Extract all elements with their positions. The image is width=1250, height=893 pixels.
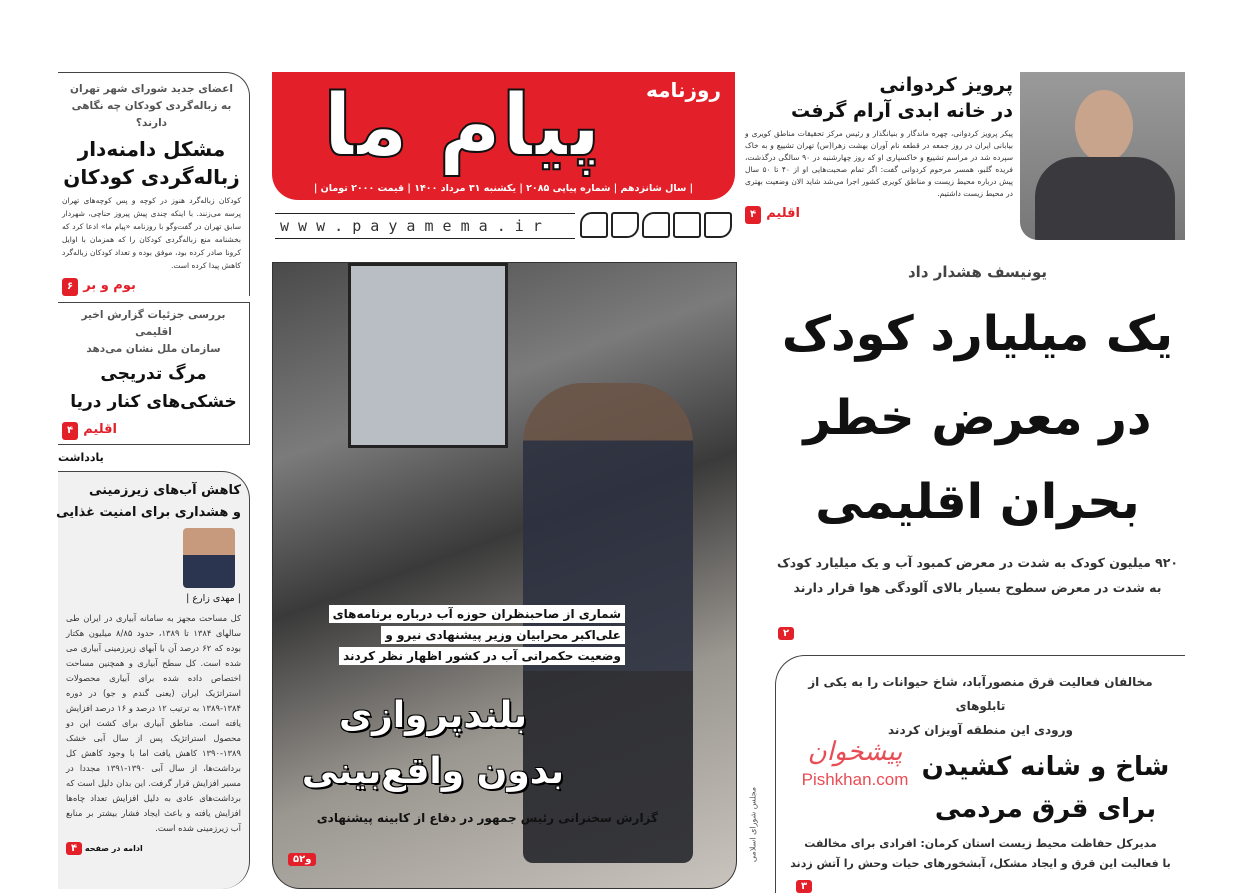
kordvani-photo (1020, 72, 1185, 240)
left-story-1[interactable]: اعضای جدید شورای شهر تهران به زباله‌گردی کودکان چه نگاهی دارند؟ مشکل دامنه‌دار زباله‌گردی کودکان کودکان زباله‌گرد هنوز در کوچه و پس کوچه‌های تهران پرسه می‌زنند. با اینکه چندی پیش پیروز حناچی، شهردار سابق تهران در گفت‌وگو با روزنامه «پیام ما» ادعا کرد که بخشنامه منع زباله‌گردی کودکان را که همزمان با اوایل کرونا صادر کرده بود، موفق بوده و تعداد کودکان زباله‌گرد کاهش پیدا کرده است. بوم و بر ۶ (58, 72, 250, 296)
left2-section: اقلیم ۴ (62, 420, 245, 440)
note-author: | مهدی زارع | (186, 593, 241, 604)
main-sub: ۹۲۰ میلیون کودک به شدت در معرض کمبود آب و یک میلیارد کودک به شدت در معرض سطوح بسیار بالای آلودگی هوا قرار دارند (776, 555, 1179, 595)
main-page-badge: ۲ (778, 627, 794, 640)
bottom-right-page: ۳ (796, 880, 812, 893)
monitor-screen (348, 263, 508, 448)
masthead-logo (272, 72, 735, 200)
masthead-info: | سال شانزدهم | شماره پیاپی ۲۰۸۵ | یکشنبه ۳۱ مرداد ۱۴۰۰ | قیمت ۲۰۰۰ تومان | (313, 183, 694, 194)
center-subhead: گزارش سخنرانی رئیس جمهور در دفاع از کابینه پیشنهادی (316, 811, 658, 825)
author-photo (183, 528, 235, 588)
bottom-right-sub: مدیرکل حفاظت محیط زیست استان کرمان: افرادی برای مخالفت با فعالیت این قرق و ایجاد مشکل، آبشخورهای حیات وحش را آتش زدند (790, 837, 1171, 870)
main-headline: یک میلیارد کودک در معرض خطر بحران اقلیمی (781, 306, 1174, 530)
note-label: یادداشت (58, 451, 104, 464)
masthead-logo-text: پیام ما (322, 76, 602, 176)
main-kicker: یونیسف هشدار داد (907, 263, 1047, 281)
side-label: مجلس شورای اسلامی (748, 786, 758, 863)
page-badge: ۵و۲ (288, 853, 316, 866)
center-photo (272, 262, 737, 889)
top-right-story[interactable] (745, 72, 1013, 224)
note-box[interactable]: کاهش آب‌های زیرزمینی و هشداری برای امنیت غذایی | مهدی زارع | کل مساحت مجهز به سامانه آبیاری در ایران طی سالهای ۱۳۸۴ تا ۱۳۸۹، حدود ۸/۸۵ میلیون هکتار بوده که ۶۲ درصد آن با آبهای زیرزمینی آبیاری می شده است. کل سطح آبیاری و همچنین مساحت اختصاص داده شده برای آبیاری محصولات استراتژیک ایران (یعنی گندم و جو) در دوره ۱۳۸۴-۱۳۸۹ به ترتیب ۱۲ درصد و ۱۶ درصد افزایش یافته است. مناطق آبیاری برای کشت این دو محصول استراتژیک پس از سال آبی خشک ۱۳۸۹-۱۳۹۰ کاهش یافت اما با وجود کاهش کل برداشت‌ها، از سال آبی ۱۳۹۰-۱۳۹۱ مجددا در مسیر افزایش قرار گرفت. این بدان دلیل است که برداشت‌های عادی به دلیل افزایش تعداد چاه‌ها افزایش یافته و باعث ایجاد فشار بیشتر بر منابع آب زیرزمینی شده است. ادامه در صفحه ۴ (58, 471, 250, 889)
top-right-title-2: در خانه ابدی آرام گرفت (791, 100, 1013, 122)
bottom-right-headline: شاخ و شانه کشیدن برای قرق مردمی (921, 752, 1170, 824)
masthead-website[interactable]: w w w . p a y a m e m a . i r (275, 213, 575, 239)
main-story[interactable] (770, 262, 1185, 600)
bottom-right-lead: مخالفان فعالیت قرق منصورآباد، شاخ حیوانات را به یکی از تابلوهای ورودی این منطقه آویزان کردند (808, 675, 1153, 737)
left-column (58, 72, 250, 889)
top-right-section: اقلیم ۴ (745, 204, 1013, 224)
watermark: پیشخوان Pishkhan.com (801, 737, 909, 789)
masthead-pretitle: روزنامه (646, 78, 721, 102)
left-story-2[interactable]: بررسی جزئیات گزارش اخیر اقلیمی سازمان ملل نشان می‌دهد مرگ تدریجی خشکی‌های کنار دریا اقلیم ۴ (58, 302, 250, 445)
note-body: کل مساحت مجهز به سامانه آبیاری در ایران طی سالهای ۱۳۸۴ تا ۱۳۸۹، حدود ۸/۸۵ میلیون هکتار بوده که ۶۲ درصد آن با آبهای زیرزمینی آبیاری می شده است. کل سطح آبیاری و همچنین مساحت اختصاص داده شده برای آبیاری محصولات استراتژیک ایران (یعنی گندم و جو) در دوره ۱۳۸۴-۱۳۸۹ به ترتیب ۱۲ درصد و ۱۶ درصد افزایش یافته است. مناطق آبیاری برای کشت این دو محصول استراتژیک پس از سال آبی خشک ۱۳۸۹-۱۳۹۰ کاهش یافت اما با وجود کاهش کل برداشت‌ها، از سال آبی ۱۳۹۰-۱۳۹۱ مجددا در مسیر افزایش قرار گرفت. این بدان دلیل است که برداشت‌های عادی به دلیل افزایش تعداد چاه‌ها افزایش یافته و باعث ایجاد فشار بیشتر بر منابع آب زیرزمینی شده است. (66, 613, 242, 833)
top-right-title: پرویز کردوانی (879, 74, 1013, 96)
center-lead: شماری از صاحبنظران حوزه آب درباره برنامه‌های علی‌اکبر محرابیان وزیر پیشنهادی نیرو و وضعیت حکمرانی آب در کشور اظهار نظر کردند (285, 603, 625, 666)
left1-section: بوم و بر ۶ (62, 276, 241, 296)
masthead-logo-boxes (580, 212, 732, 238)
center-headline[interactable]: بلندپروازی بدون واقع‌بینی (301, 695, 565, 792)
top-right-body: پیکر پرویز کردوانی، چهره ماندگار و بنیانگذار و رئیس مرکز تحقیقات مناطق کویری و بیابانی ایران در روز جمعه در قطعه نام آوران بهشت زهرا(س) تهران تشییع و به خاک سپرده شد در مراسم تشییع و خاکسپاری او که روز چهارشنبه در ۹۰ سالگی درگذشت، فریده گلبو، همسر مرحوم کردوانی گفت: اگر تمام صحبت‌هایی او از ۴۰ تا ۵۰ سال پیش درباره محیط زیست و مناطق کویری کشور اجرا می‌شد شاید الان وضعیت بهتری در محیط زیست داشتیم. (745, 129, 1014, 198)
